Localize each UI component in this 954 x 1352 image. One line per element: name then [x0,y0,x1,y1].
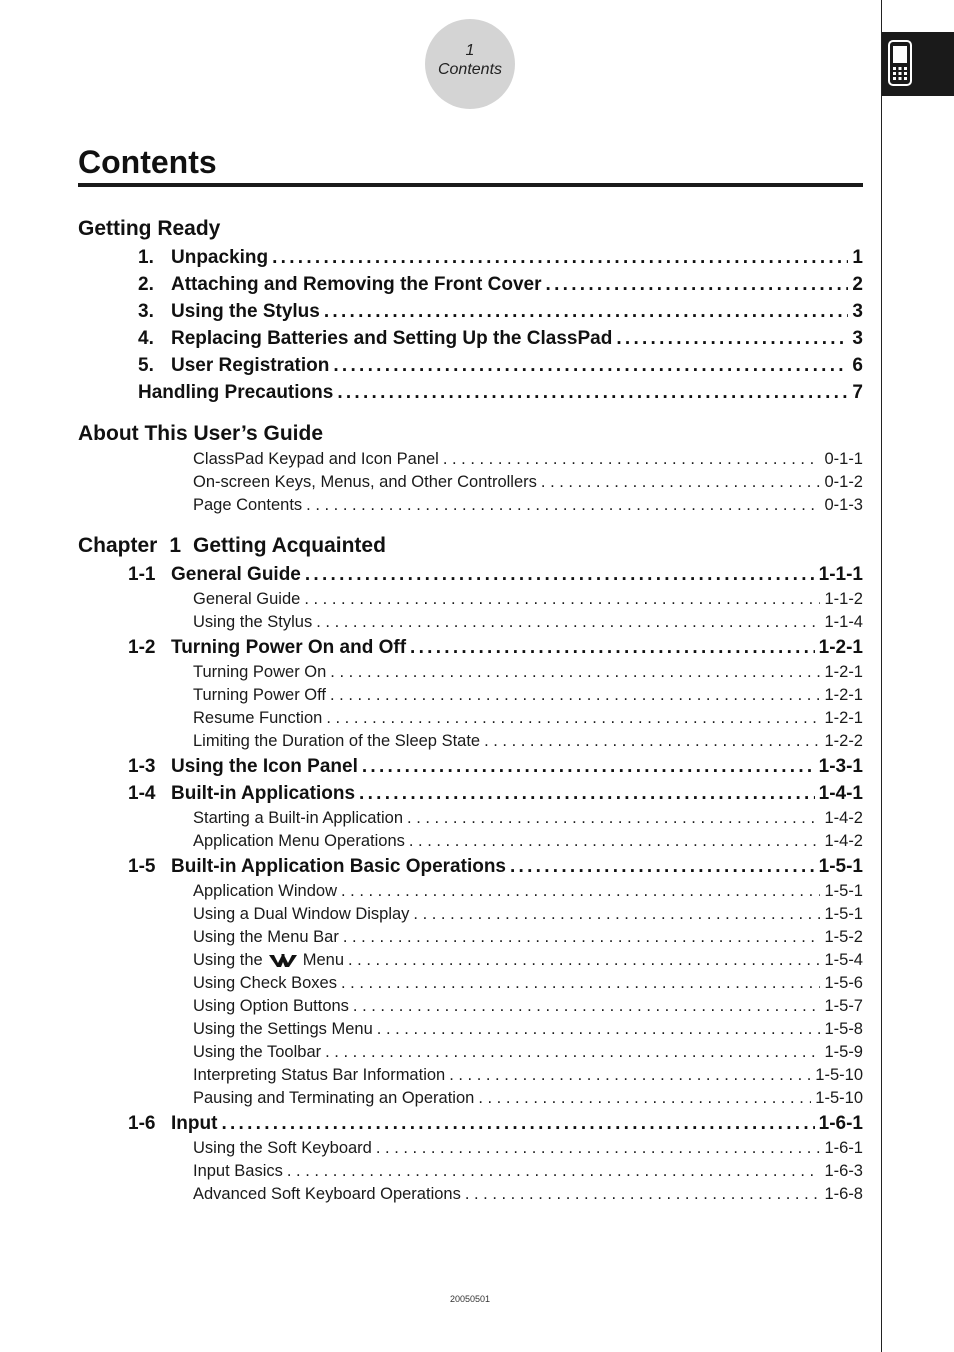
toc-subentry[interactable] [78,1160,863,1183]
subentry-page: 1-2-1 [824,709,863,727]
subentry-label: ClassPad Keypad and Icon Panel [193,450,439,468]
subentry-page: 1-5-8 [824,1020,863,1038]
subentry-page: 1-5-2 [824,928,863,946]
leader-dots [337,379,848,406]
subentry-page: 0-1-3 [824,496,863,514]
leader-dots [333,352,848,379]
entry-page: 3 [852,328,863,349]
subentry-label: Interpreting Status Bar Information [193,1066,446,1084]
entry-page: 2 [852,274,863,295]
toc-entry[interactable] [78,271,863,298]
toc-entry[interactable] [78,561,863,588]
subentry-label: Starting a Built-in Application [193,809,404,827]
entry-number: 2. [138,274,154,295]
leader-dots [376,1137,821,1160]
leader-dots [409,830,821,853]
entry-label: Built-in Application Basic Operations [171,856,506,877]
entry-label: Using the Icon Panel [171,756,358,777]
leader-dots [341,972,820,995]
entry-page: 1-1-1 [818,564,863,585]
subentry-page: 1-5-1 [824,905,863,923]
subentry-label: Limiting the Duration of the Sleep State [193,732,481,750]
subentry-page: 1-5-9 [824,1043,863,1061]
subentry-page: 1-6-3 [824,1162,863,1180]
page-title: Contents [78,144,217,180]
table-of-contents [78,214,863,1206]
toc-entry[interactable] [78,298,863,325]
leader-dots [407,807,820,830]
toc-subentry[interactable] [78,926,863,949]
entry-label: Turning Power On and Off [171,637,407,658]
section-heading-about: About This User’s Guide [78,422,324,445]
leader-dots [330,684,820,707]
subentry-page: 1-6-8 [824,1185,863,1203]
footer-date-code: 20050501 [449,1294,491,1304]
entry-label: User Registration [171,355,330,376]
subentry-page: 1-4-2 [824,809,863,827]
margin-divider [881,0,882,1352]
toc-subentry[interactable] [78,807,863,830]
subentry-label: Application Window [193,882,337,900]
toc-subentry[interactable] [78,494,863,517]
toc-entry[interactable] [78,1110,863,1137]
subentry-label-after: Menu [302,951,344,969]
toc-subentry[interactable] [78,880,863,903]
leader-dots [465,1183,821,1206]
entry-number: 1-1 [128,564,156,585]
chapter-word: Chapter [78,534,158,557]
entry-page: 1-6-1 [818,1113,863,1134]
entry-page: 1-5-1 [818,856,863,877]
toc-subentry[interactable] [78,684,863,707]
subentry-label: Turning Power On [193,663,327,681]
entry-number: 1-5 [128,856,156,877]
entry-label: Replacing Batteries and Setting Up the ClassPad [171,328,613,349]
section-heading-getting-ready: Getting Ready [78,217,221,240]
leader-dots [510,853,815,880]
subentry-label: Using a Dual Window Display [193,905,410,923]
subentry-label: Using Check Boxes [193,974,337,992]
subentry-page: 1-2-1 [824,663,863,681]
chapter-number: 1 [169,534,182,557]
entry-label: Built-in Applications [171,783,356,804]
entry-number: 1-3 [128,756,156,777]
leader-dots [443,448,821,471]
toc-subentry[interactable] [78,903,863,926]
leader-dots [326,707,820,730]
subentry-page: 1-2-1 [824,686,863,704]
page-number: 1 [465,42,475,59]
toc-subentry[interactable] [78,830,863,853]
leader-dots [359,780,815,807]
entry-number: 1-4 [128,783,156,804]
leader-dots [616,325,848,352]
entry-page: 1-4-1 [818,783,863,804]
subentry-page: 0-1-2 [824,473,863,491]
leader-dots [413,903,820,926]
entry-number: 1-2 [128,637,156,658]
subentry-label: Resume Function [193,709,323,727]
toc-entry[interactable] [78,379,863,406]
subentry-label: Application Menu Operations [193,832,405,850]
page-section-label: Contents [437,61,503,78]
subentry-label: Using the [193,951,263,969]
leader-dots [330,661,820,684]
leader-dots [306,494,820,517]
subentry-page: 1-6-1 [824,1139,863,1157]
subentry-page: 1-2-2 [824,732,863,750]
subentry-label: General Guide [193,590,301,608]
entry-page: 3 [852,301,863,322]
entry-page: 1-2-1 [818,637,863,658]
toc-subentry[interactable] [78,1137,863,1160]
toc-entry[interactable] [78,352,863,379]
entry-label: Using the Stylus [171,301,320,322]
calculator-icon [888,40,912,86]
leader-dots [377,1018,821,1041]
entry-number: 5. [138,355,154,376]
leader-dots [316,611,820,634]
subentry-page: 1-5-4 [824,951,863,969]
entry-number: 4. [138,328,154,349]
entry-page: 1-3-1 [818,756,863,777]
leader-dots [348,949,820,972]
subentry-label: Page Contents [193,496,303,514]
subentry-label: Using the Settings Menu [193,1020,373,1038]
title-rule [78,183,863,187]
toc-subentry[interactable] [78,1087,863,1110]
leader-dots [324,298,849,325]
subentry-page: 1-1-4 [824,613,863,631]
entry-label: Input [171,1113,218,1134]
subentry-label: Using the Toolbar [193,1043,322,1061]
entry-page: 1 [852,247,863,268]
leader-dots [362,753,815,780]
leader-dots [343,926,821,949]
toc-subentry[interactable] [78,1183,863,1206]
subentry-label: Using the Menu Bar [193,928,339,946]
subentry-label: Input Basics [193,1162,283,1180]
entry-label: Attaching and Removing the Front Cover [171,274,542,295]
entry-label: Unpacking [171,247,269,268]
subentry-page: 1-5-10 [815,1089,863,1107]
subentry-label: Turning Power Off [193,686,326,704]
leader-dots [272,244,848,271]
subentry-page: 0-1-1 [824,450,863,468]
toc-subentry[interactable] [78,1064,863,1087]
toc-subentry[interactable] [78,972,863,995]
subentry-label: Pausing and Terminating an Operation [193,1089,475,1107]
page-badge [425,19,515,109]
subentry-label: Using the Stylus [193,613,313,631]
chapter-tab [882,32,954,96]
subentry-label: Advanced Soft Keyboard Operations [193,1185,461,1203]
toc-subentry[interactable] [78,949,863,972]
toc-subentry[interactable] [78,448,863,471]
classpad-menu-icon [269,954,297,968]
leader-dots [221,1110,814,1137]
toc-subentry[interactable] [78,1018,863,1041]
subentry-label: On-screen Keys, Menus, and Other Controllers [193,473,537,491]
toc-entry[interactable] [78,634,863,661]
chapter-title: Getting Acquainted [193,534,386,557]
subentry-label: Using the Soft Keyboard [193,1139,372,1157]
leader-dots [305,561,815,588]
toc-entry[interactable] [78,244,863,271]
toc-subentry[interactable] [78,611,863,634]
toc-subentry[interactable] [78,588,863,611]
leader-dots [353,995,821,1018]
subentry-page: 1-5-6 [824,974,863,992]
toc-subentry[interactable] [78,730,863,753]
entry-label: General Guide [171,564,301,585]
entry-number: 3. [138,301,154,322]
toc-subentry[interactable] [78,661,863,684]
leader-dots [304,588,820,611]
toc-subentry[interactable] [78,995,863,1018]
entry-number: 1. [138,247,154,268]
toc-entry[interactable] [78,780,863,807]
leader-dots [478,1087,811,1110]
toc-subentry[interactable] [78,707,863,730]
entry-label: Handling Precautions [138,382,334,403]
entry-number: 1-6 [128,1113,156,1134]
leader-dots [341,880,820,903]
entry-page: 6 [852,355,863,376]
subentry-page: 1-5-7 [824,997,863,1015]
toc-entry[interactable] [78,853,863,880]
leader-dots [546,271,849,298]
toc-entry[interactable] [78,325,863,352]
leader-dots [287,1160,821,1183]
entry-page: 7 [852,382,863,403]
subentry-page: 1-1-2 [824,590,863,608]
chapter-heading [78,531,863,561]
toc-entry[interactable] [78,753,863,780]
toc-subentry[interactable] [78,471,863,494]
subentry-page: 1-5-1 [824,882,863,900]
leader-dots [325,1041,820,1064]
subentry-page: 1-4-2 [824,832,863,850]
subentry-page: 1-5-10 [815,1066,863,1084]
leader-dots [449,1064,811,1087]
leader-dots [410,634,815,661]
subentry-label: Using Option Buttons [193,997,349,1015]
toc-subentry[interactable] [78,1041,863,1064]
leader-dots [484,730,820,753]
leader-dots [541,471,821,494]
